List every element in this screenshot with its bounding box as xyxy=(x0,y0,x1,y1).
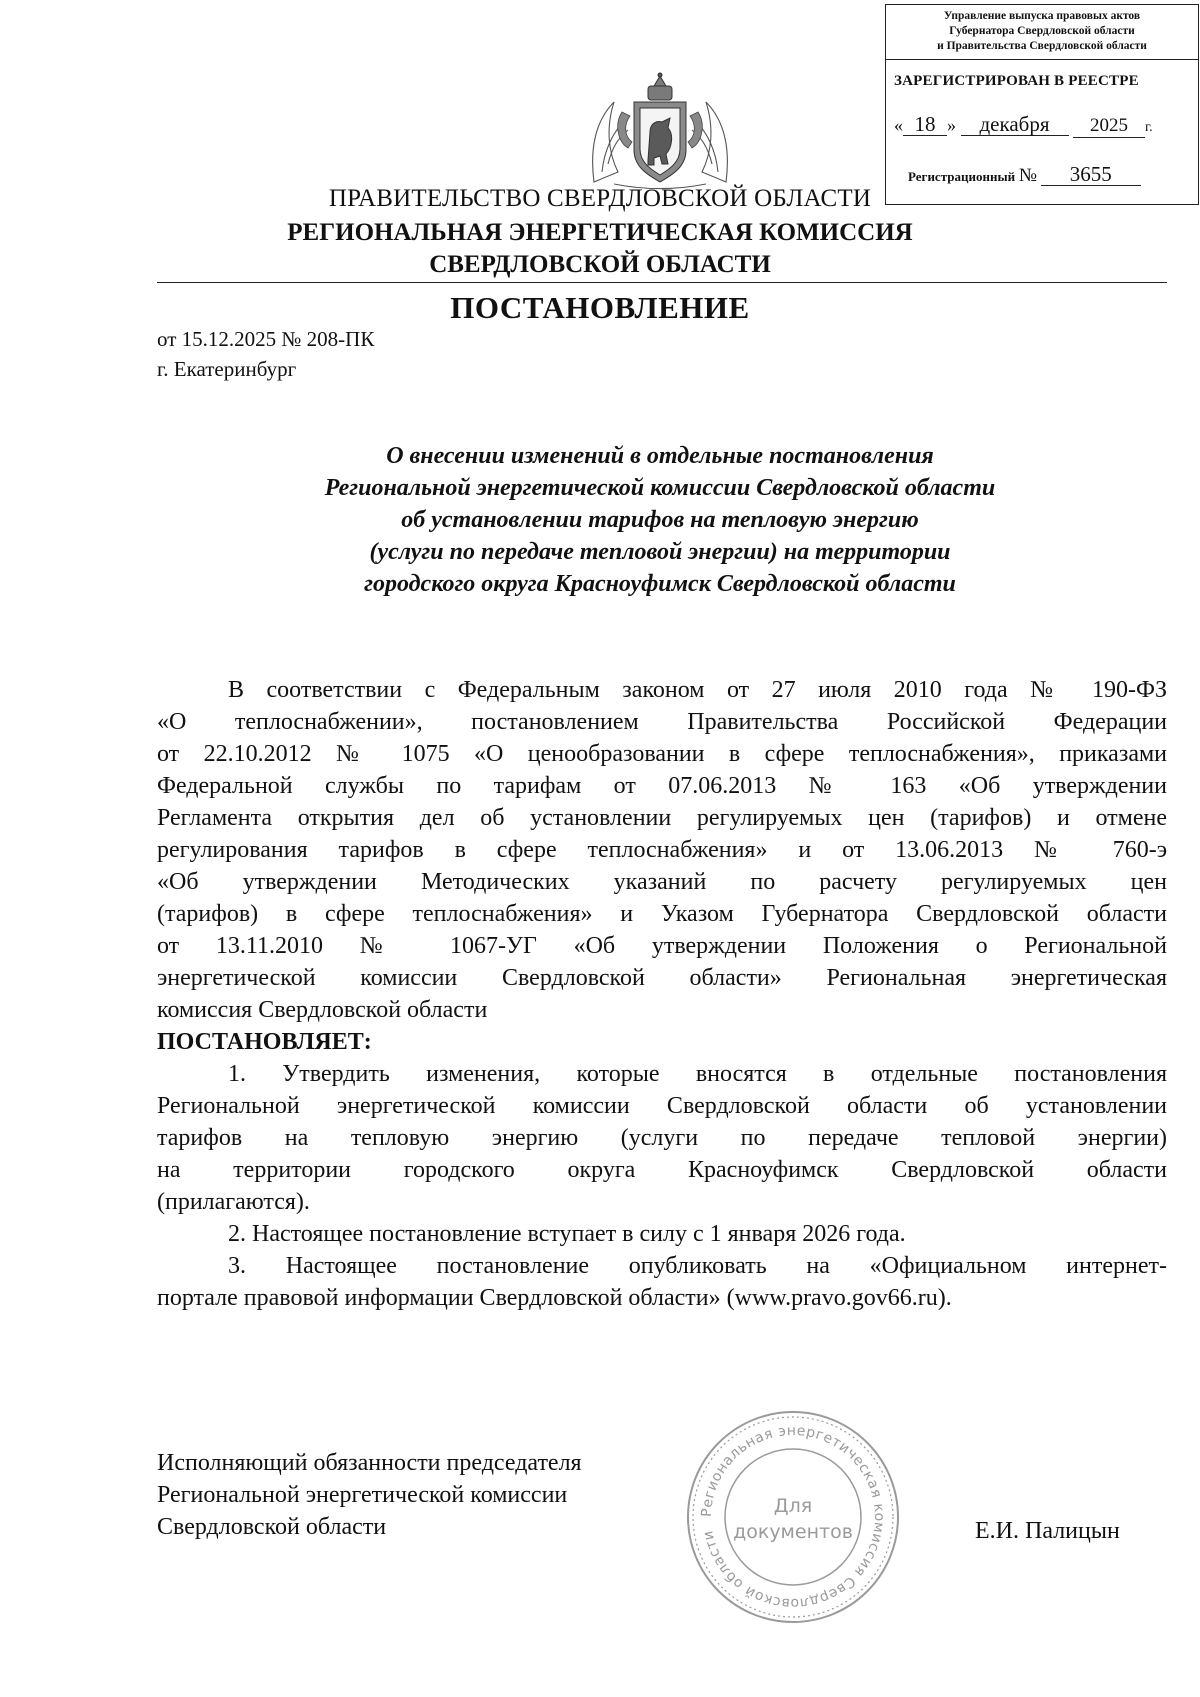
registration-year-suffix: г. xyxy=(1145,120,1153,135)
document-type: ПОСТАНОВЛЕНИЕ xyxy=(450,290,750,325)
svg-text:Региональная энергетическая ко xyxy=(699,1423,887,1611)
item1-line: 1. Утвердить изменения, которые вносятся в отдельные постановления xyxy=(228,1061,1167,1087)
resolves-heading: ПОСТАНОВЛЯЕТ: xyxy=(157,1029,372,1055)
signatory-name: Е.И. Палицын xyxy=(975,1518,1120,1544)
registration-day: 18 xyxy=(903,113,947,136)
coat-of-arms-emblem xyxy=(584,72,736,190)
item1-line: Региональной энергетической комиссии Свердловской области об установлении xyxy=(157,1093,1167,1119)
preamble-line: Федеральной службы по тарифам от 07.06.2013 № 163 «Об утверждении xyxy=(157,773,1167,799)
registration-date xyxy=(894,113,1194,143)
document-title-line: (услуги по передаче тепловой энергии) на территории xyxy=(369,539,951,565)
document-title-line: городского округа Красноуфимск Свердловской области xyxy=(364,571,956,597)
signatory-position-line: Региональной энергетической комиссии xyxy=(157,1482,568,1508)
seal-center-text: документов xyxy=(733,1521,853,1543)
document-title-line: об установлении тарифов на тепловую энергию xyxy=(401,507,919,533)
preamble-line: (тарифов) в сфере теплоснабжения» и Указом Губернатора Свердловской области xyxy=(157,901,1167,927)
registration-month: декабря xyxy=(961,113,1069,136)
seal-center-text: Для xyxy=(773,1495,813,1517)
registration-number-label: Регистрационный xyxy=(908,169,1016,184)
signatory-position-line: Исполняющий обязанности председателя xyxy=(157,1450,582,1476)
item1-line: на территории городского округа Красноуфимск Свердловской области xyxy=(157,1157,1167,1183)
close-quote: » xyxy=(947,115,956,135)
open-quote: « xyxy=(894,115,903,135)
preamble-line: «О теплоснабжении», постановлением Правительства Российской Федерации xyxy=(157,709,1167,735)
preamble-line: комиссия Свердловской области xyxy=(157,997,488,1023)
preamble-line: «Об утверждении Методических указаний по расчету регулируемых цен xyxy=(157,869,1167,895)
registration-number: 3655 xyxy=(1041,163,1141,186)
preamble-line: Регламента открытия дел об установлении регулируемых цен (тарифов) и отмене xyxy=(157,805,1167,831)
preamble-line: регулирования тарифов в сфере теплоснабжения» и от 13.06.2013 № 760-э xyxy=(157,837,1167,863)
preamble-line: от 13.11.2010 № 1067-УГ «Об утверждении Положения о Региональной xyxy=(157,933,1167,959)
item1-line: тарифов на тепловую энергию (услуги по передаче тепловой энергии) xyxy=(157,1125,1167,1151)
registration-office-line: Управление выпуска правовых актов xyxy=(943,10,1141,22)
government-name: ПРАВИТЕЛЬСТВО СВЕРДЛОВСКОЙ ОБЛАСТИ xyxy=(328,185,872,212)
commission-name: РЕГИОНАЛЬНАЯ ЭНЕРГЕТИЧЕСКАЯ КОМИССИЯ xyxy=(287,219,913,246)
official-seal xyxy=(684,1408,902,1626)
document-date-number: от 15.12.2025 № 208-ПК xyxy=(157,327,375,351)
registration-office-line: и Правительства Свердловской области xyxy=(937,40,1147,52)
preamble-line: от 22.10.2012 № 1075 «О ценообразовании в сфере теплоснабжения», приказами xyxy=(157,741,1167,767)
item3-line: 3. Настоящее постановление опубликовать на «Официальном интернет- xyxy=(228,1253,1167,1279)
registration-stamp xyxy=(885,4,1199,205)
item1-line: (прилагаются). xyxy=(157,1189,310,1215)
number-sign: № xyxy=(1018,165,1037,186)
header-divider xyxy=(157,282,1167,283)
commission-region: СВЕРДЛОВСКОЙ ОБЛАСТИ xyxy=(429,251,771,278)
preamble-line: энергетической комиссии Свердловской области» Региональная энергетическая xyxy=(157,965,1167,991)
signatory-position-line: Свердловской области xyxy=(157,1514,387,1540)
registration-office-line: Губернатора Свердловской области xyxy=(949,25,1135,37)
item2-line: 2. Настоящее постановление вступает в силу с 1 января 2026 года. xyxy=(228,1221,906,1247)
item3-line: портале правовой информации Свердловской области» (www.pravo.gov66.ru). xyxy=(157,1285,952,1311)
seal-ring-text: Региональная энергетическая комиссия Свердловской области xyxy=(698,1422,888,1612)
registration-year: 2025 xyxy=(1073,115,1145,138)
document-title-line: О внесении изменений в отдельные постановления xyxy=(386,443,934,469)
registration-office xyxy=(886,5,1198,60)
document-title-line: Региональной энергетической комиссии Свердловской области xyxy=(324,475,996,501)
document-city: г. Екатеринбург xyxy=(157,357,297,381)
registration-title: ЗАРЕГИСТРИРОВАН В РЕЕСТРЕ xyxy=(894,73,1139,89)
preamble-line: В соответствии с Федеральным законом от 27 июля 2010 года № 190-ФЗ xyxy=(228,677,1167,703)
